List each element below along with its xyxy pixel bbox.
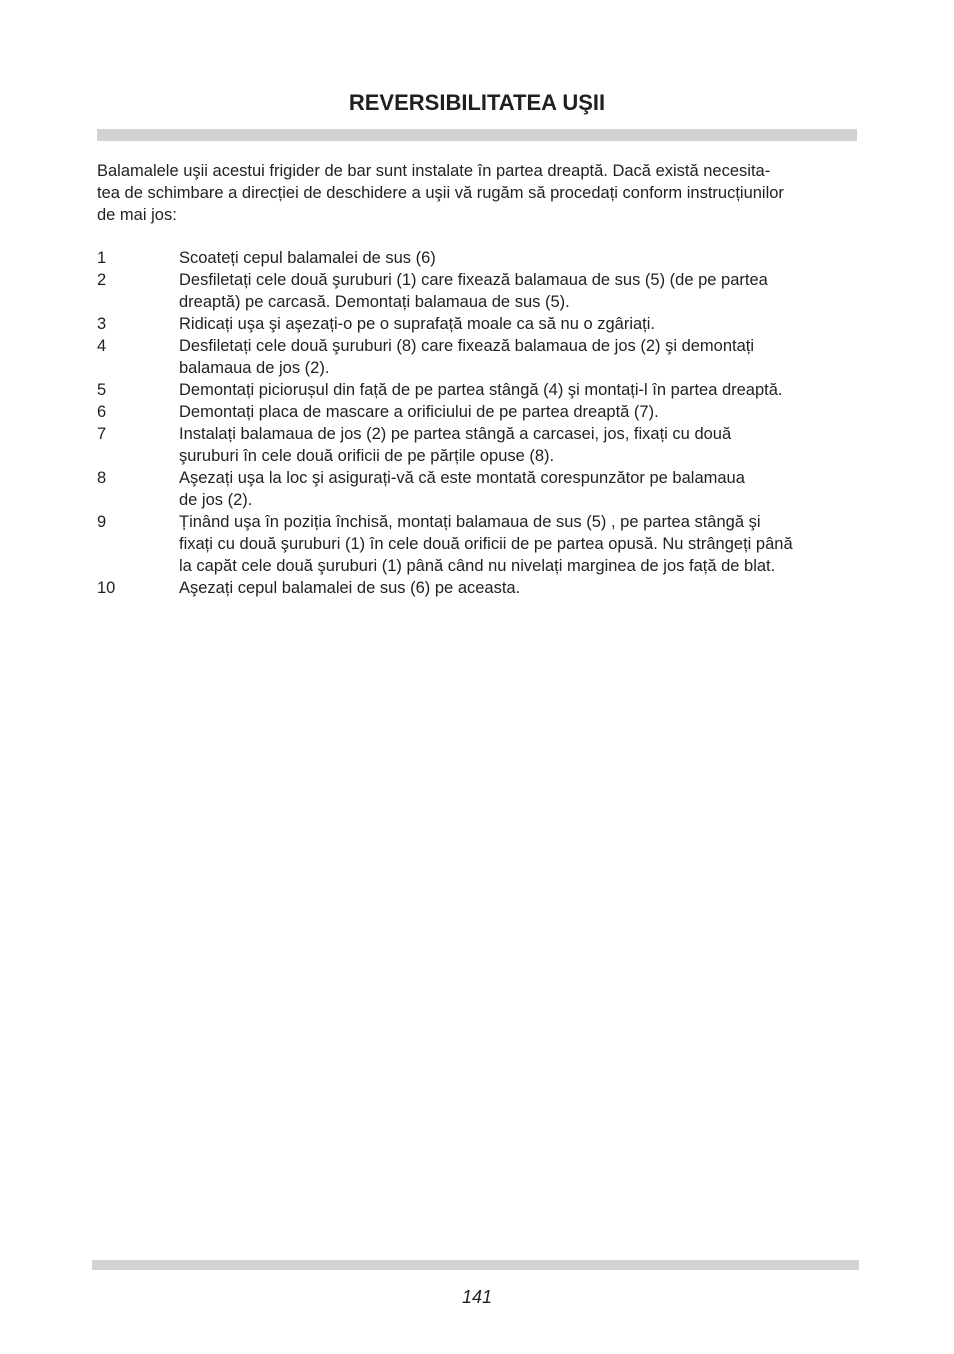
header-divider xyxy=(97,129,857,141)
step-item xyxy=(97,401,859,423)
step-item xyxy=(97,467,859,511)
step-number: 2 xyxy=(97,271,107,289)
step-item xyxy=(97,379,859,401)
page-title: REVERSIBILITATEA UŞII xyxy=(348,90,606,115)
step-line: Ținând uşa în poziția închisă, montați balamaua de sus (5) , pe partea stângă şi xyxy=(179,513,761,531)
step-line: fixați cu două şuruburi (1) în cele două orificii de pe partea opusă. Nu strângeți până xyxy=(179,535,793,553)
step-text xyxy=(179,313,859,335)
step-number: 5 xyxy=(97,381,107,399)
step-line: Demontați piciorușul din față de pe partea stângă (4) şi montați-l în partea dreaptă. xyxy=(179,381,783,399)
step-text xyxy=(179,335,859,379)
step-line: Aşezați cepul balamalei de sus (6) pe aceasta. xyxy=(179,579,521,597)
intro-paragraph xyxy=(97,160,859,226)
step-line: Scoateți cepul balamalei de sus (6) xyxy=(179,249,436,267)
step-number: 8 xyxy=(97,469,107,487)
step-line: Desfiletați cele două şuruburi (8) care fixează balamaua de jos (2) şi demontați xyxy=(179,337,755,355)
step-line: balamaua de jos (2). xyxy=(179,359,330,377)
step-line: Demontați placa de mascare a orificiului de pe partea dreaptă (7). xyxy=(179,403,659,421)
step-text xyxy=(179,379,859,401)
step-text xyxy=(179,511,859,577)
step-line: Aşezați uşa la loc şi asigurați-vă că este montată corespunzător pe balamaua xyxy=(179,469,745,487)
step-line: şuruburi în cele două orificii de pe părțile opuse (8). xyxy=(179,447,555,465)
step-item xyxy=(97,313,859,335)
step-line: Instalați balamaua de jos (2) pe partea stângă a carcasei, jos, fixați cu două xyxy=(179,425,732,443)
footer-divider xyxy=(92,1260,859,1270)
step-number: 1 xyxy=(97,249,107,267)
steps-list xyxy=(97,247,859,599)
step-line: de jos (2). xyxy=(179,491,253,509)
step-line: Ridicați uşa şi aşezați-o pe o suprafață moale ca să nu o zgâriați. xyxy=(179,315,656,333)
step-text xyxy=(179,467,859,511)
step-number: 10 xyxy=(97,579,116,597)
intro-line: Balamalele uşii acestui frigider de bar sunt instalate în partea dreaptă. Dacă există necesita- xyxy=(97,162,771,180)
page-number: 141 xyxy=(461,1287,493,1307)
step-number: 9 xyxy=(97,513,107,531)
step-number: 6 xyxy=(97,403,107,421)
step-text xyxy=(179,423,859,467)
step-item xyxy=(97,269,859,313)
intro-line: tea de schimbare a direcției de deschidere a uşii vă rugăm să procedați conform instrucțiunilor xyxy=(97,184,784,202)
step-line: la capăt cele două şuruburi (1) până când nu nivelați marginea de jos față de blat. xyxy=(179,557,776,575)
step-item xyxy=(97,335,859,379)
step-text xyxy=(179,247,859,269)
step-text xyxy=(179,401,859,423)
step-item xyxy=(97,511,859,577)
intro-line: de mai jos: xyxy=(97,206,177,224)
step-line: Desfiletați cele două şuruburi (1) care fixează balamaua de sus (5) (de pe partea xyxy=(179,271,768,289)
step-text xyxy=(179,269,859,313)
step-number: 7 xyxy=(97,425,107,443)
step-item xyxy=(97,577,859,599)
step-item xyxy=(97,247,859,269)
step-item xyxy=(97,423,859,467)
step-number: 4 xyxy=(97,337,107,355)
step-number: 3 xyxy=(97,315,107,333)
step-line: dreaptă) pe carcasă. Demontați balamaua de sus (5). xyxy=(179,293,570,311)
step-text xyxy=(179,577,859,599)
